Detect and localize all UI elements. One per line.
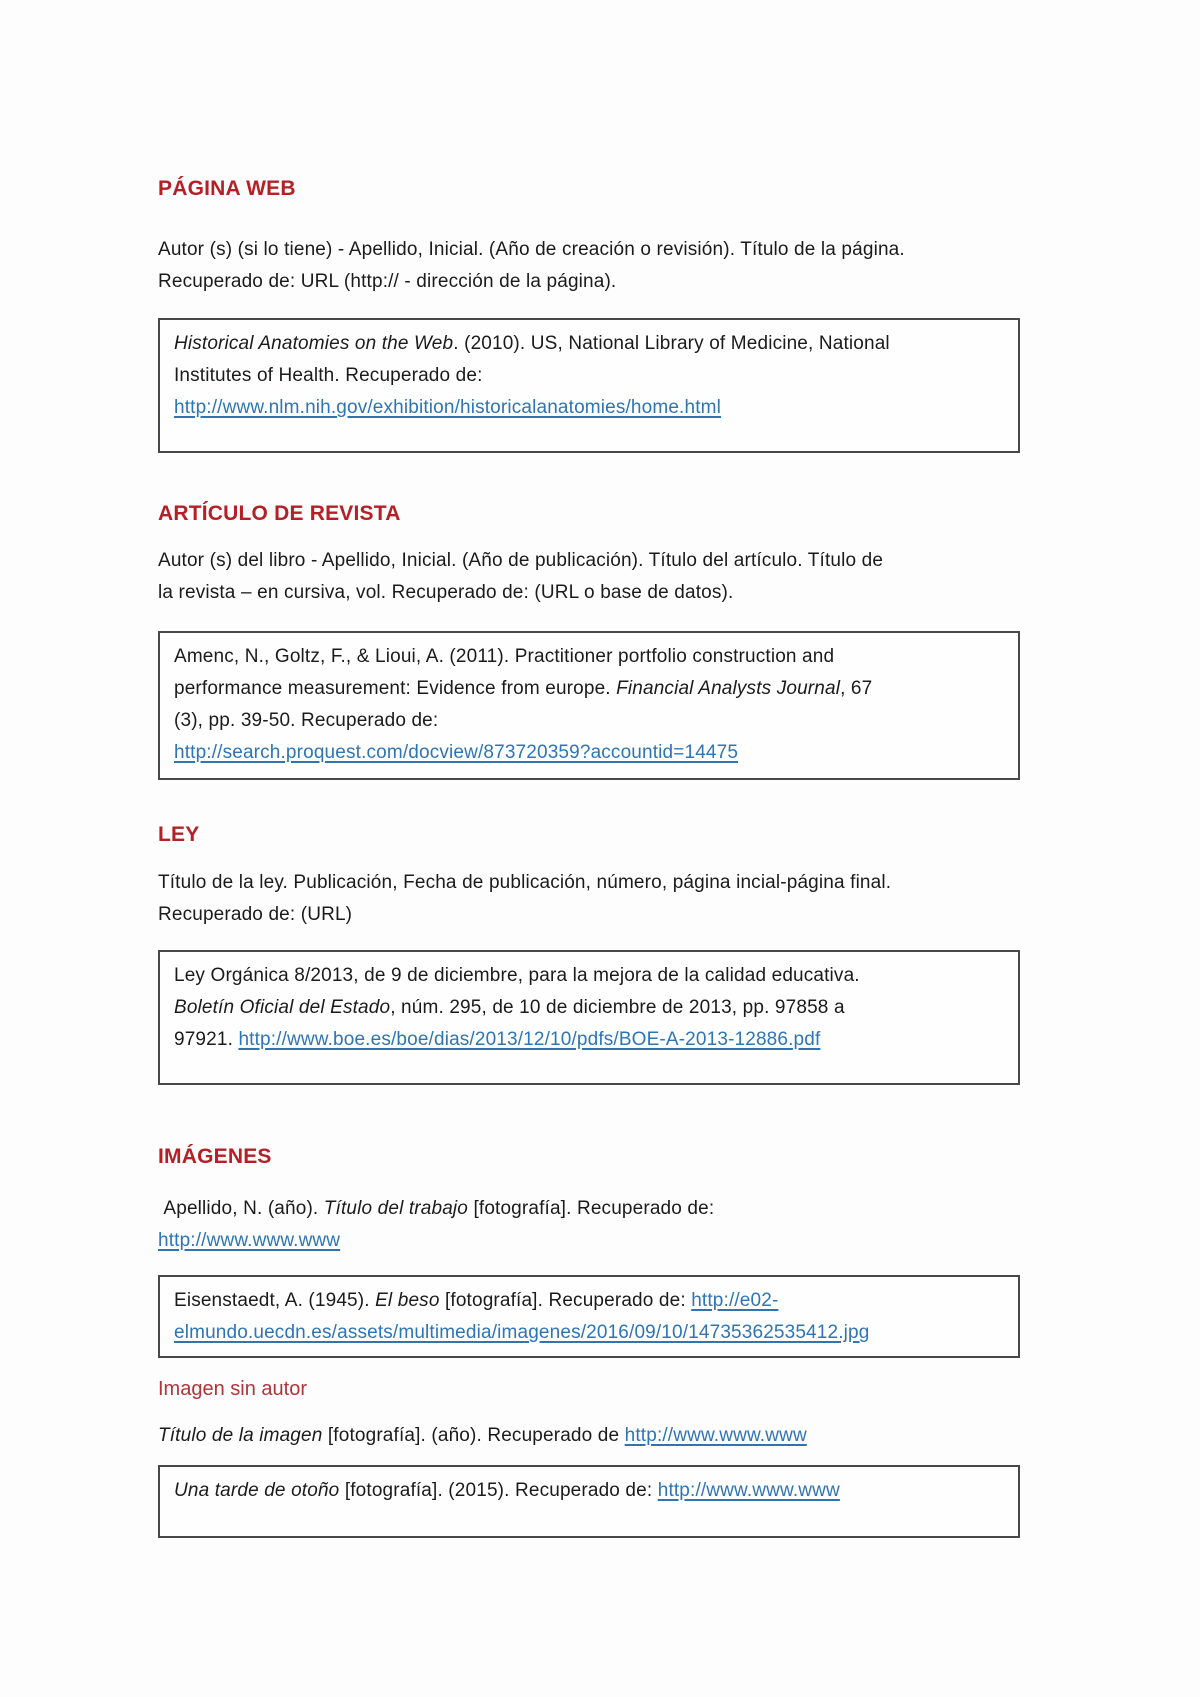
citation-link[interactable]: elmundo.uecdn.es/assets/multimedia/imagenes/2016/09/10/14735362535412.jpg bbox=[174, 1322, 870, 1343]
citation-link[interactable]: http://www.www.www bbox=[624, 1425, 807, 1446]
text-run: [fotografía]. Recuperado de: bbox=[439, 1290, 692, 1311]
text-run: Boletín Oficial del Estado bbox=[174, 997, 391, 1018]
text-run: Una tarde de otoño bbox=[174, 1480, 340, 1501]
section-ley bbox=[158, 822, 1020, 1085]
example-box-pagina-web bbox=[158, 318, 1020, 453]
section-articulo-revista bbox=[158, 501, 1020, 780]
text-run: Título de la imagen bbox=[158, 1425, 323, 1446]
text-run: [fotografía]. Recuperado de: bbox=[468, 1198, 715, 1219]
subheading-imagen-sin-autor: Imagen sin autor bbox=[158, 1378, 307, 1400]
example-box-articulo-revista bbox=[158, 631, 1020, 780]
citation-link[interactable]: http://e02- bbox=[691, 1290, 779, 1311]
format-description-pagina-web bbox=[158, 234, 1020, 298]
section-heading-imagenes: IMÁGENES bbox=[158, 1145, 272, 1168]
text-run: Autor (s) del libro - Apellido, Inicial. (Año de publicación). Título del artículo. Título de bbox=[158, 550, 884, 571]
text-run: Institutes of Health. Recuperado de: bbox=[174, 365, 483, 386]
text-run: Título de la ley. Publicación, Fecha de publicación, número, página incial-página final. bbox=[158, 872, 892, 893]
section-pagina-web bbox=[158, 176, 1020, 453]
text-run: Título del trabajo bbox=[323, 1198, 469, 1219]
text-run: Amenc, N., Goltz, F., & Lioui, A. (2011). Practitioner portfolio construction and bbox=[174, 646, 835, 667]
text-run: Eisenstaedt, A. (1945). bbox=[174, 1290, 376, 1311]
format-description-imagenes bbox=[158, 1193, 1020, 1257]
citation-link[interactable]: http://search.proquest.com/docview/873720359?accountid=14475 bbox=[174, 742, 739, 763]
text-run: , núm. 295, de 10 de diciembre de 2013, pp. 97858 a bbox=[390, 997, 845, 1018]
format-description-ley bbox=[158, 867, 1020, 931]
text-run: , 67 bbox=[840, 678, 873, 699]
text-run: Autor (s) (si lo tiene) - Apellido, Inicial. (Año de creación o revisión). Título de la página. bbox=[158, 239, 905, 260]
example-box-imagenes bbox=[158, 1275, 1020, 1358]
text-run: performance measurement: Evidence from europe. bbox=[174, 678, 617, 699]
format-description-articulo-revista bbox=[158, 545, 1020, 609]
citation-link[interactable]: http://www.nlm.nih.gov/exhibition/historicalanatomies/home.html bbox=[174, 397, 721, 418]
text-run: Financial Analysts Journal bbox=[616, 678, 841, 699]
text-run: 97921. bbox=[174, 1029, 239, 1050]
citation-link[interactable]: http://www.www.www bbox=[158, 1230, 341, 1251]
text-run: Historical Anatomies on the Web bbox=[174, 333, 454, 354]
text-run: . (2010). US, National Library of Medicine, National bbox=[453, 333, 890, 354]
example-box-imagen-sin-autor bbox=[158, 1465, 1020, 1538]
text-run: [fotografía]. (2015). Recuperado de: bbox=[339, 1480, 658, 1501]
text-run: [fotografía]. (año). Recuperado de bbox=[322, 1425, 625, 1446]
format-description-imagen-sin-autor bbox=[158, 1420, 1020, 1452]
section-heading-ley: LEY bbox=[158, 823, 200, 846]
section-heading-pagina-web: PÁGINA WEB bbox=[158, 177, 296, 200]
text-run: Recuperado de: URL (http:// - dirección de la página). bbox=[158, 271, 617, 292]
text-run: Ley Orgánica 8/2013, de 9 de diciembre, para la mejora de la calidad educativa. bbox=[174, 965, 860, 986]
text-run: Recuperado de: (URL) bbox=[158, 904, 353, 925]
section-heading-articulo-revista: ARTÍCULO DE REVISTA bbox=[158, 502, 401, 525]
text-run: la revista – en cursiva, vol. Recuperado de: (URL o base de datos). bbox=[158, 582, 734, 603]
example-box-ley bbox=[158, 950, 1020, 1085]
text-run: Apellido, N. (año). bbox=[158, 1198, 324, 1219]
text-run: (3), pp. 39-50. Recuperado de: bbox=[174, 710, 439, 731]
text-run: El beso bbox=[375, 1290, 440, 1311]
section-imagenes bbox=[158, 1144, 1020, 1538]
citation-link[interactable]: http://www.boe.es/boe/dias/2013/12/10/pdfs/BOE-A-2013-12886.pdf bbox=[238, 1029, 821, 1050]
citation-link[interactable]: http://www.www.www bbox=[657, 1480, 840, 1501]
